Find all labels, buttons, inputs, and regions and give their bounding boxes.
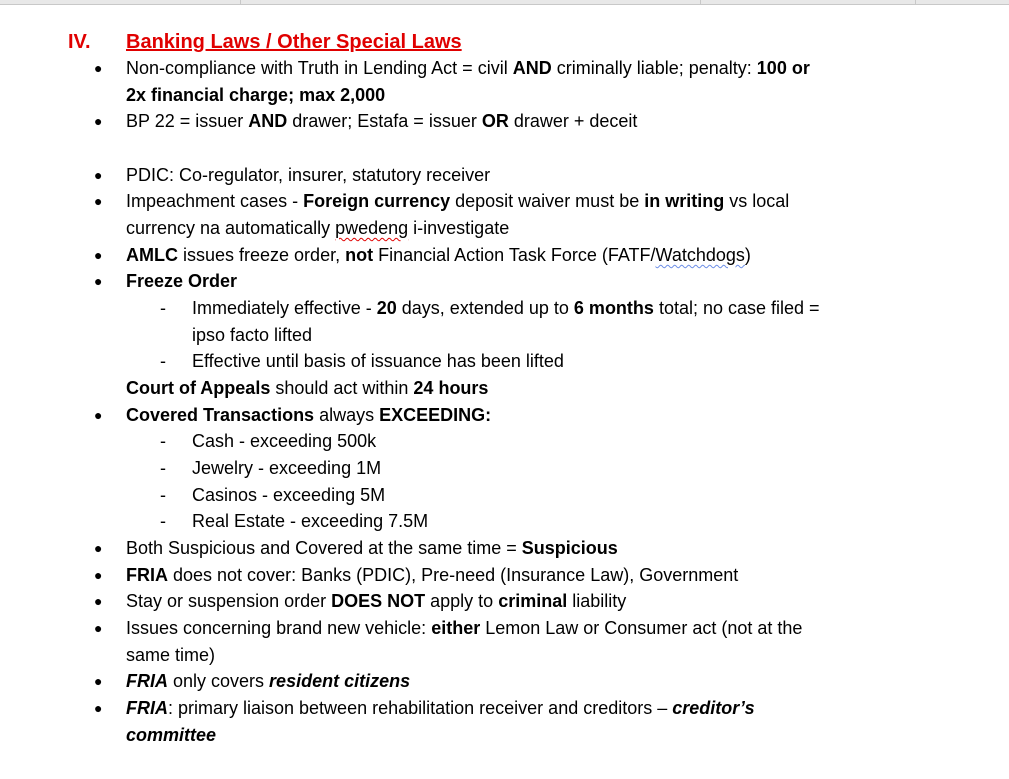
bullet-marker: ● — [94, 673, 103, 689]
list-item-court-of-appeals: Court of Appeals should act within 24 hours — [126, 378, 489, 398]
bullet-marker: ● — [94, 273, 103, 289]
dash-marker: - — [160, 458, 166, 478]
bullet-marker: ● — [94, 247, 103, 263]
list-item-amlc: AMLC issues freeze order, not Financial Action Task Force (FATF/Watchdogs) — [126, 245, 751, 265]
list-item-fria-coverage: FRIA does not cover: Banks (PDIC), Pre-need (Insurance Law), Government — [126, 565, 739, 585]
list-item-impeachment: Impeachment cases - Foreign currency deposit waiver must be in writing vs local — [126, 191, 790, 211]
list-item-continuation: currency na automatically pwedeng i-investigate — [126, 218, 510, 238]
list-item-brand-new-vehicle: Issues concerning brand new vehicle: either Lemon Law or Consumer act (not at the — [126, 618, 803, 638]
bullet-marker: ● — [94, 593, 103, 609]
document-page[interactable] — [0, 4, 1009, 779]
list-item-bp22: BP 22 = issuer AND drawer; Estafa = issuer OR drawer + deceit — [126, 111, 638, 131]
list-item-suspicious-covered: Both Suspicious and Covered at the same time = Suspicious — [126, 538, 618, 558]
bullet-marker: ● — [94, 540, 103, 556]
dash-marker: - — [160, 511, 166, 531]
sub-item-immediately-effective: Immediately effective - 20 days, extended up to 6 months total; no case filed = — [192, 298, 820, 318]
list-item-continuation: same time) — [126, 645, 216, 665]
bullet-marker: ● — [94, 700, 103, 716]
section-number: IV. — [68, 31, 91, 53]
list-item-covered-transactions: Covered Transactions always EXCEEDING: — [126, 405, 492, 425]
grammar-check-word: Watchdogs — [655, 245, 745, 265]
list-item-continuation: committee — [126, 725, 217, 745]
dash-marker: - — [160, 485, 166, 505]
bullet-marker: ● — [94, 407, 103, 423]
bullet-marker: ● — [94, 113, 103, 129]
sub-item-continuation: ipso facto lifted — [192, 325, 313, 345]
list-item-pdic: PDIC: Co-regulator, insurer, statutory receiver — [126, 165, 491, 185]
spellcheck-word: pwedeng — [335, 218, 409, 238]
dash-marker: - — [160, 431, 166, 451]
sub-item-real-estate: Real Estate - exceeding 7.5M — [192, 511, 429, 531]
list-item-continuation: 2x financial charge; max 2,000 — [126, 85, 386, 105]
sub-item-jewelry: Jewelry - exceeding 1M — [192, 458, 382, 478]
list-item-stay-order: Stay or suspension order DOES NOT apply to criminal liability — [126, 591, 627, 611]
bullet-marker: ● — [94, 167, 103, 183]
list-item-fria-liaison: FRIA: primary liaison between rehabilitation receiver and creditors – creditor’s — [126, 698, 755, 718]
dash-marker: - — [160, 298, 166, 318]
bullet-marker: ● — [94, 567, 103, 583]
sub-item-casinos: Casinos - exceeding 5M — [192, 485, 386, 505]
dash-marker: - — [160, 351, 166, 371]
sub-item-effective-until: Effective until basis of issuance has been lifted — [192, 351, 564, 371]
sub-item-cash: Cash - exceeding 500k — [192, 431, 377, 451]
list-item-freeze-order: Freeze Order — [126, 271, 238, 291]
bullet-marker: ● — [94, 620, 103, 636]
bullet-marker: ● — [94, 193, 103, 209]
section-title: Banking Laws / Other Special Laws — [126, 31, 462, 53]
list-item-fria-resident: FRIA only covers resident citizens — [126, 671, 411, 691]
list-item-truth-in-lending: Non-compliance with Truth in Lending Act = civil AND criminally liable; penalty: 100 or — [126, 58, 810, 78]
bullet-marker: ● — [94, 60, 103, 76]
